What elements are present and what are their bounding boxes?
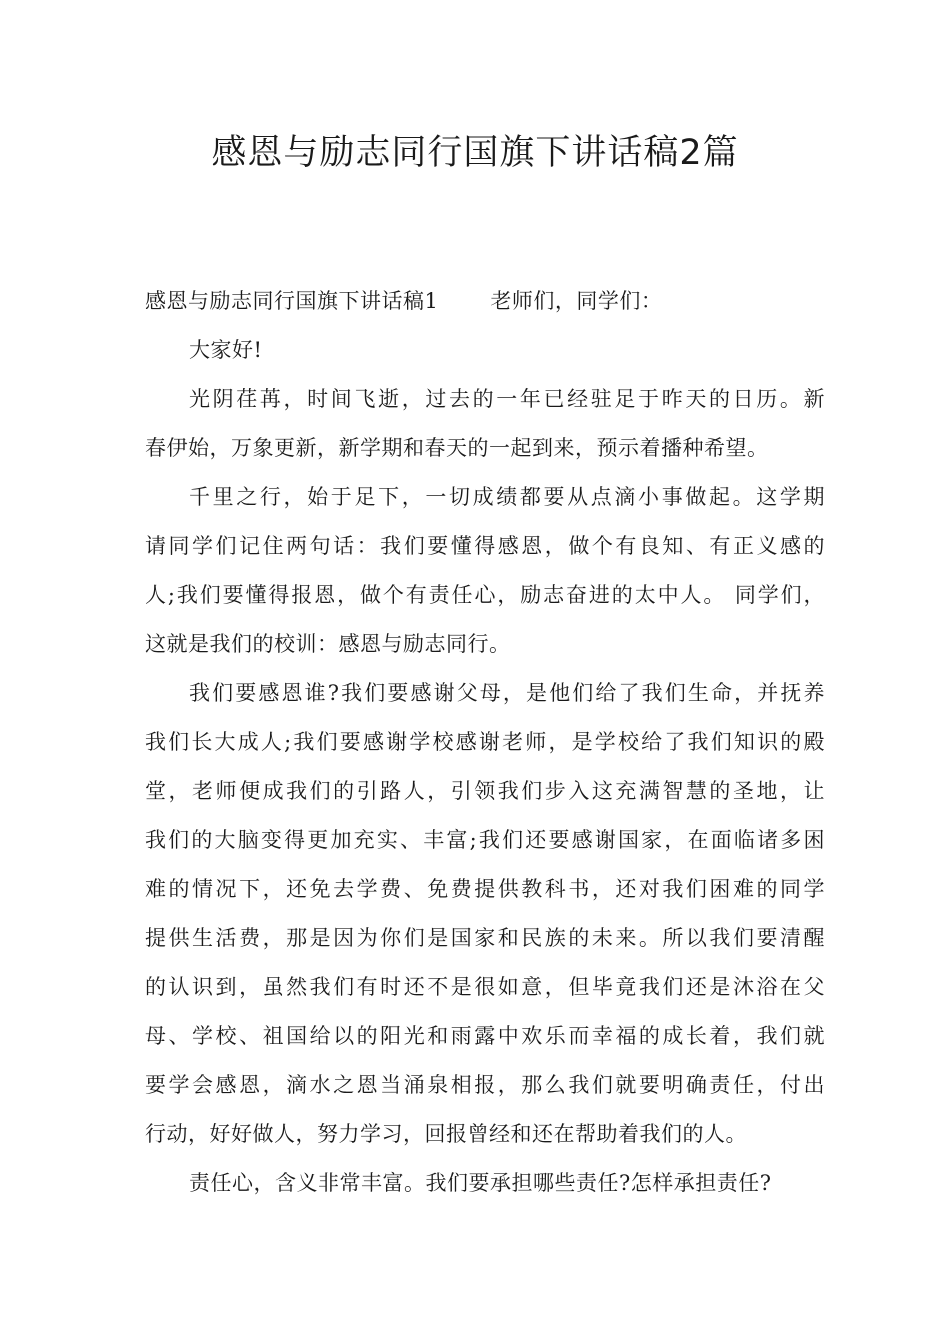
- paragraph-line: 这就是我们的校训：感恩与励志同行。: [145, 632, 511, 656]
- paragraph-line: 堂，老师便成我们的引路人，引领我们步入这充满智慧的圣地，让: [145, 779, 825, 803]
- paragraph-line: 人;我们要懂得报恩，做个有责任心，励志奋进的太中人。 同学们，: [145, 583, 825, 607]
- salutation: 老师们，同学们：: [490, 289, 663, 313]
- paragraph-line: 行动，好好做人，努力学习，回报曾经和还在帮助着我们的人。: [145, 1122, 747, 1146]
- paragraph-line: 千里之行，始于足下，一切成绩都要从点滴小事做起。这学期: [189, 485, 825, 509]
- paragraph-line: 提供生活费，那是因为你们是国家和民族的未来。所以我们要清醒: [145, 926, 825, 950]
- document-body: [145, 287, 825, 1218]
- paragraph-line: 的认识到，虽然我们有时还不是很如意，但毕竟我们还是沐浴在父: [145, 975, 825, 999]
- paragraph-line: 我们长大成人;我们要感谢学校感谢老师，是学校给了我们知识的殿: [145, 730, 825, 754]
- paragraph-line: 请同学们记住两句话：我们要懂得感恩，做个有良知、有正义感的: [145, 534, 825, 558]
- document-title: 感恩与励志同行国旗下讲话稿2篇: [211, 133, 739, 173]
- heading-line: [145, 287, 825, 316]
- paragraph-line: 母、学校、祖国给以的阳光和雨露中欢乐而幸福的成长着，我们就: [145, 1024, 825, 1048]
- paragraph-line: 春伊始，万象更新，新学期和春天的一起到来，预示着播种希望。: [145, 436, 769, 460]
- speech-subtitle: 感恩与励志同行国旗下讲话稿1: [145, 289, 439, 313]
- paragraph-greeting: 大家好!: [189, 338, 263, 362]
- paragraph-line: 我们要感恩谁?我们要感谢父母，是他们给了我们生命，并抚养: [189, 681, 825, 705]
- paragraph-line: 难的情况下，还免去学费、免费提供教科书，还对我们困难的同学: [145, 877, 825, 901]
- paragraph-line: 我们的大脑变得更加充实、丰富;我们还要感谢国家，在面临诸多困: [145, 828, 825, 852]
- paragraph-line: 责任心，含义非常丰富。我们要承担哪些责任?怎样承担责任?: [189, 1171, 772, 1195]
- paragraph-line: 光阴荏苒，时间飞逝，过去的一年已经驻足于昨天的日历。新: [189, 387, 825, 411]
- paragraph-line: 要学会感恩，滴水之恩当涌泉相报，那么我们就要明确责任，付出: [145, 1073, 825, 1097]
